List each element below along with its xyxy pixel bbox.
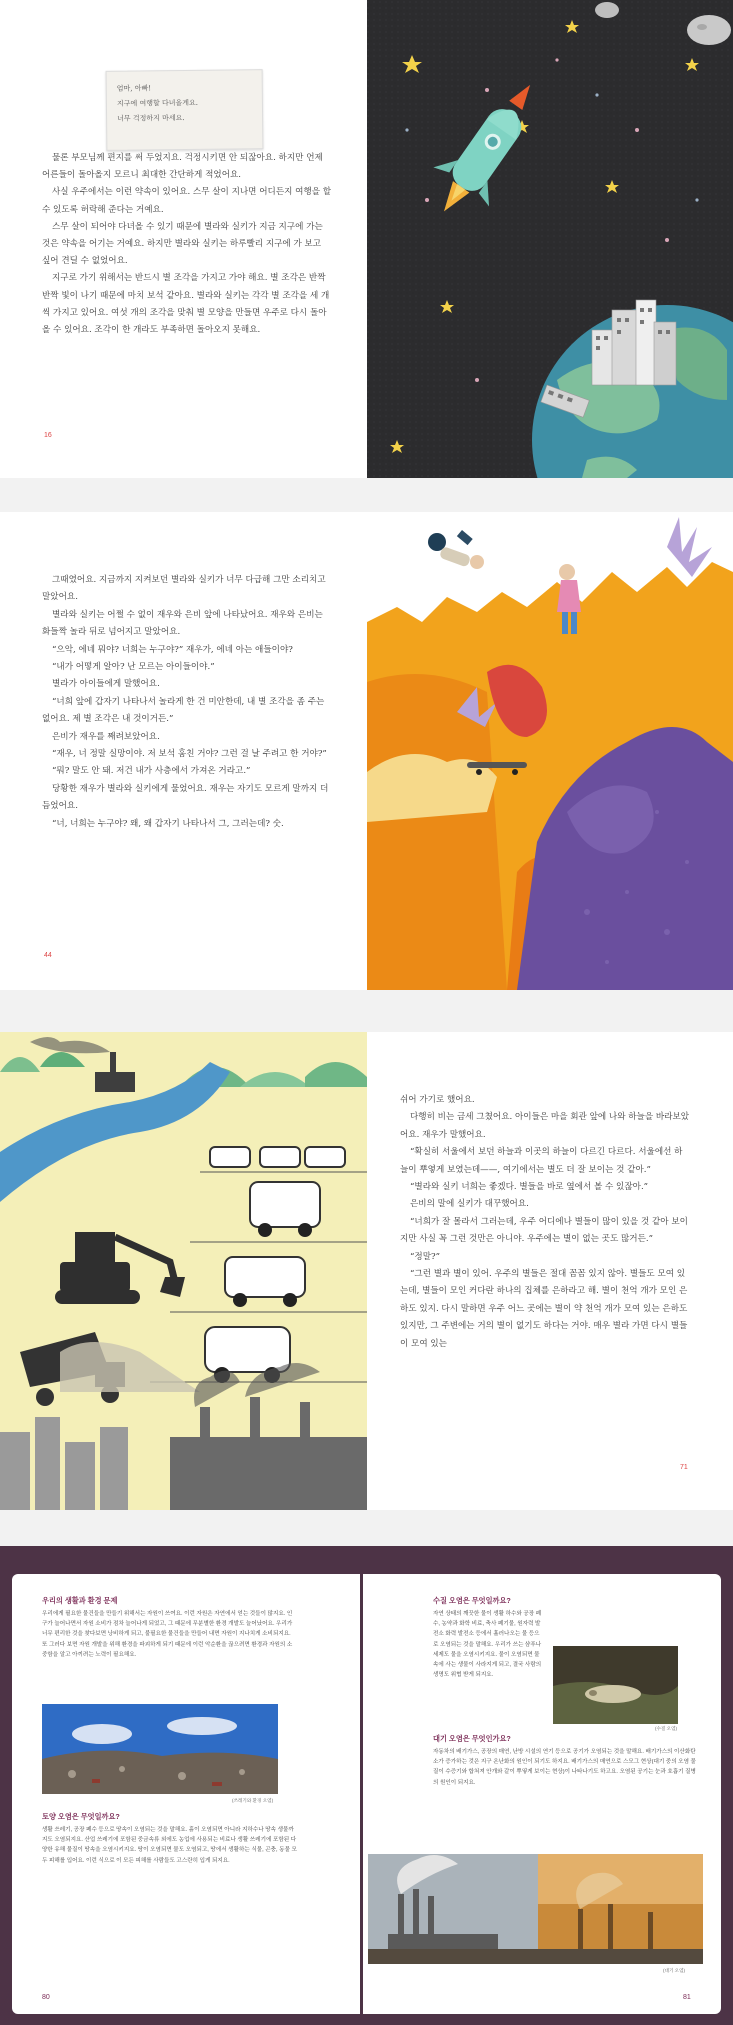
paragraph: “으악, 에네 뭐야? 너희는 누구야?” 재우가, 에네 아는 애들이야? [52,644,293,655]
paragraph: 그때였어요. 지금까지 지켜보던 별라와 실키가 너무 다급해 그만 소리치고 말았어요. [42,575,326,603]
page-gap [0,1510,733,1546]
note-line: 너무 걱정하지 마세요. [117,113,185,123]
paragraph: 은비가 재우를 째려보았어요. [52,731,160,742]
paragraph: “확실히 서울에서 보던 하늘과 이곳의 하늘이 다르긴 다르다. 서울에선 하늘이 뿌옇게 보였는데——, 여기에서는 별도 더 잘 보이는 것 같아.” [400,1147,683,1175]
paragraph: “그런 별과 별이 있어. 우주의 별들은 절대 꼼꼼 있지 않아. 별들도 모여 있는데, 별들이 모인 커다란 하나의 집체를 은하라고 해. 별이 천억 개가 모인 은하도 있지. 다시 말하면 우주 어느 곳에는 별이 약 천억 개가 모여 있는 은하도 있지만, 그 주변에는 거의 별이 없기도 하다는 거야. 매우 별라 가면 다시 별들이 모여 있는 [400,1269,688,1349]
paragraph: “내가 어떻게 알아? 난 모르는 아이들이야.” [52,662,215,673]
section-title: 대기 오염은 무엇인가요? [433,1734,511,1743]
page-gap [0,478,733,512]
photo-caption: (쓰레기와 환경 오염) [232,1798,274,1803]
space-illustration [367,0,733,478]
page-71-text [400,1092,690,1353]
spread-3 [0,1032,733,1510]
paragraph: 쉬어 가기로 했어요. [400,1095,475,1105]
photo-caption: (수질 오염) [655,1726,678,1731]
section-title: 수질 오염은 무엇일까요? [433,1596,511,1605]
page-16-text [42,150,332,339]
section-title: 우리의 생활과 환경 문제 [42,1596,118,1605]
spread-1 [0,0,733,478]
note-line: 엄마, 아빠! [116,84,152,93]
page-44-text [42,572,332,833]
paragraph: “너희가 잘 몰라서 그러는데, 우주 어디에나 별들이 많이 있을 것 같아 보이지만 사실 꼭 그런 것만은 아니야. 우주에는 별이 없는 곳도 많거든.” [400,1216,688,1245]
pollution-illustration [0,1032,367,1510]
page-number: 81 [683,1994,691,2001]
paragraph: “너, 너희는 누구야? 왜, 왜 갑자기 나타나서 그, 그러는데? 숫. [52,818,284,829]
paragraph: 당황한 재우가 별라와 실키에게 물었어요. 재우는 자기도 모르게 말까지 더듬었어요. [42,783,329,812]
paragraph: 별라가 아이들에게 말했어요. [52,679,160,690]
page-81 [363,1574,721,2014]
tumbling-kids-illustration [367,512,733,990]
page-80 [12,1574,360,2014]
page-number: 44 [44,952,52,959]
paragraph: 사실 우주에서는 이런 약속이 있어요. 스무 살이 지나면 어디든지 여행을 할 수 있도록 허락해 준다는 거예요. [42,187,332,215]
section-body: 자연 상태의 깨끗한 물이 생활 하수와 공장 폐수, 농약과 화학 비료, 축사 폐기물, 원자력 발전소 화력 발전소 등에서 흘러나오는 물 등으로 오염되는 것을 말해요. 우리가 쓰는 샴푸나 세제도 물을 오염시키지요. 물이 오염되면 물속에 사는 생물이 사라지게 되고, 결국 사람의 생명도 위협 받게 되지요. [433,1611,542,1679]
page-number: 71 [680,1464,688,1471]
paragraph: “너희 앞에 갑자기 나타나서 놀라게 한 건 미안한데, 내 별 조각을 좀 주는 없어요. 제 별 조각은 내 것이거든.” [42,696,325,725]
letter-note [106,69,264,151]
landfill-photo [42,1704,278,1794]
note-line: 지구에 여행할 다녀올게요. [116,98,199,108]
page-number: 16 [44,432,52,439]
section-body: 우리에게 필요한 물건들을 만들기 위해서는 자원이 쓰여요. 이런 자원은 자연에서 얻는 것들이 많지요. 인구가 늘어나면서 자원 소비가 점차 늘어나게 되었고, 그 때문에 무분별한 환경 개발도 늘어났어요. 우리가 너무 편리한 것을 찾다보면 낭비하게 되고, 불필요한 물건들을 만들어 내면 자원이 지나치게 소비되지요. 또 그러다 보면 자원 개발을 위해 환경을 파괴하게 되기 때문에 이런 악순환을 끊으려면 환경과 자원의 소중함을 알고 아끼려는 노력이 필요해요. [42,1611,293,1658]
paragraph: “별라와 실키 너희는 좋겠다. 별들을 바로 옆에서 볼 수 있잖아.” [410,1182,649,1193]
air-pollution-photo [368,1854,703,1964]
paragraph: 별라와 실키는 어쩔 수 없이 재우와 은비 앞에 나타났어요. 재우와 은비는 화들짝 놀라 뒤로 넘어지고 말았어요. [42,609,323,638]
paragraph: 물론 부모님께 편지를 써 두었지요. 걱정시키면 안 되잖아요. 하지만 언제 어른들이 돌아올지 모르니 최대한 간단하게 적었어요. [42,153,323,181]
spread-2 [0,512,733,990]
paragraph: 은비의 말에 실키가 대꾸했어요. [410,1199,529,1210]
section-body: 자동차의 배기가스, 공장의 매연, 난방 시설의 연기 등으로 공기가 오염되는 것을 말해요. 배기가스의 이산화탄소가 증가하는 것은 지구 온난화의 원인이 되기도 하지요. 배기가스의 매연으로 스모그 현상(대기 중의 오염 물질이 수증기와 합쳐져 안개와 같이 뿌옇게 보이는 현상)이 나타나기도 하고요. 오염된 공기는 눈과 호흡기 질병의 원인이 되지요. [433,1749,696,1786]
page-number: 80 [42,1994,50,2001]
paragraph: 스무 살이 되어야 다녀올 수 있기 때문에 별라와 실키가 지금 지구에 가는 것은 약속을 어기는 거예요. 하지만 별라와 실키는 하루빨리 지구에 가 보고 싶어 견딜 수 없었어요. [42,221,323,267]
section-body: 생활 쓰레기, 공장 폐수 등으로 땅속이 오염되는 것을 말해요. 흙이 오염되면 아니라 지하수나 땅속 생물까지도 오염되지요. 산업 쓰레기에 포함된 중금속류 외에도 농업에 사용되는 비료나 생활 쓰레기에 포함된 다양한 유해 물질이 땅속을 오염시키지요. 땅이 오염되면 물도 오염되고, 땅에서 생활하는 식물, 곤충, 동물 모두 피해를 입어요. 이런 식으로 이 모든 피해를 사람들도 고스란히 입게 되지요. [42,1827,297,1864]
paragraph: 지구로 가기 위해서는 반드시 별 조각을 가지고 가야 해요. 별 조각은 반짝반짝 빛이 나기 때문에 마치 보석 같아요. 별라와 실키는 각각 별 조각을 세 개씩 가지고 있어요. 여섯 개의 조각을 맞춰 별 모양을 만들면 우주로 다시 돌아올 수 있어요. 조각이 한 개라도 부족하면 돌아오지 못해요. [42,273,330,336]
paragraph: “뭐? 말도 안 돼. 저건 내가 사층에서 가져온 거라고.” [52,766,251,777]
water-pollution-photo [553,1646,678,1724]
paragraph: 다행히 비는 금세 그쳤어요. 아이들은 마을 회관 앞에 나와 하늘을 바라보았어요. 재우가 말했어요. [400,1112,690,1140]
paragraph: “재우, 너 정말 실망이야. 저 보석 훔친 거야? 그런 걸 날 주려고 한 거야?” [52,749,327,760]
paragraph: “정말?” [410,1251,440,1262]
spread-4 [0,1546,733,2025]
page-gap [0,990,733,1032]
section-title: 토양 오염은 무엇일까요? [42,1812,120,1821]
photo-caption: (대기 오염) [663,1968,686,1973]
